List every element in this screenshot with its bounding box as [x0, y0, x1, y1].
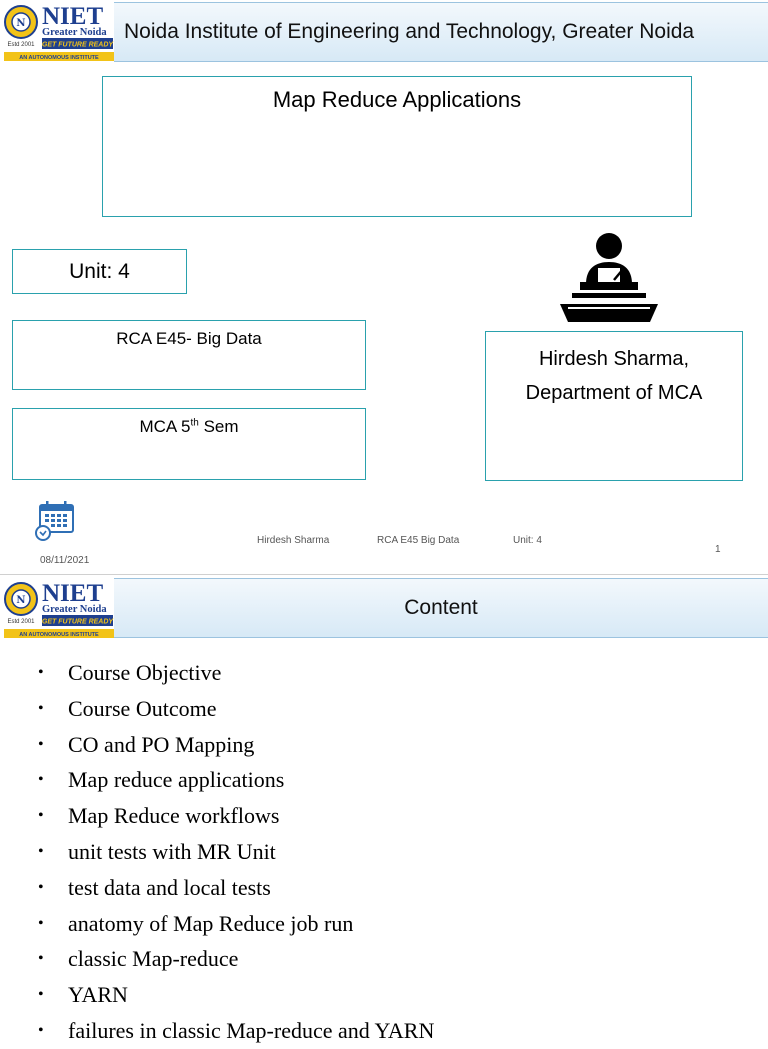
institute-name: Noida Institute of Engineering and Technology, Greater Noida — [124, 20, 695, 43]
bullet: • — [38, 986, 44, 1004]
list-item — [38, 655, 434, 691]
list-item-text: anatomy of Map Reduce job run — [68, 910, 354, 936]
bullet: • — [38, 699, 44, 717]
logo-brand: NIET — [42, 580, 104, 607]
list-item — [38, 727, 434, 763]
list-item — [38, 941, 434, 977]
list-item — [38, 1013, 434, 1049]
list-item-text: test data and local tests — [68, 874, 271, 900]
content-title: Content — [404, 596, 478, 619]
list-item-text: Course Outcome — [68, 695, 217, 721]
list-item-text: classic Map-reduce — [68, 946, 239, 972]
bullet: • — [38, 842, 44, 860]
semester-box — [12, 408, 366, 480]
list-item-text: failures in classic Map-reduce and YARN — [68, 1017, 435, 1043]
list-item — [38, 906, 434, 942]
logo-subtitle: AN AUTONOMOUS INSTITUTE — [19, 632, 99, 638]
semester-prefix: MCA 5 — [139, 417, 191, 436]
list-item — [38, 691, 434, 727]
speaker-podium-icon — [558, 232, 660, 328]
list-item — [38, 977, 434, 1013]
bullet: • — [38, 914, 44, 932]
list-item-text: YARN — [68, 982, 128, 1008]
logo-tagline: GET FUTURE READY — [41, 618, 114, 626]
slide-title: Map Reduce Applications — [272, 87, 522, 112]
title-box — [102, 76, 692, 217]
unit-box — [12, 249, 187, 294]
logo-campus: Greater Noida — [42, 604, 107, 615]
footer-author: Hirdesh Sharma — [257, 535, 330, 546]
niet-logo — [2, 0, 114, 62]
list-item — [38, 870, 434, 906]
list-item-text: Map reduce applications — [68, 767, 285, 793]
faculty-name: Hirdesh Sharma, — [538, 348, 690, 370]
faculty-info — [486, 342, 742, 410]
header-bar — [114, 2, 768, 62]
bullet: • — [38, 1021, 44, 1039]
logo-established: Estd 2001 — [7, 619, 35, 625]
niet-logo — [2, 577, 114, 639]
list-item-text: Course Objective — [68, 660, 222, 685]
calendar-icon — [34, 500, 76, 542]
bullet: • — [38, 664, 44, 681]
list-item-text: Map Reduce workflows — [68, 803, 280, 829]
list-item — [38, 762, 434, 798]
semester-suffix: Sem — [198, 417, 239, 436]
svg-text:N: N — [16, 18, 26, 29]
footer-page-number: 1 — [715, 544, 721, 555]
semester-sup: th — [190, 417, 199, 429]
bullet: • — [38, 878, 44, 896]
footer-subject: RCA E45 Big Data — [377, 535, 460, 546]
list-item-text: CO and PO Mapping — [68, 731, 255, 757]
slide-2 — [0, 575, 768, 1043]
faculty-department: Department of MCA — [525, 382, 703, 404]
unit-label: Unit: 4 — [69, 259, 130, 283]
footer-unit: Unit: 4 — [513, 535, 542, 546]
content-list — [38, 655, 434, 1049]
list-item — [38, 798, 434, 834]
header-bar — [114, 578, 768, 638]
subject-label: RCA E45- Big Data — [116, 329, 262, 348]
list-item — [38, 834, 434, 870]
semester-label — [13, 417, 365, 437]
bullet: • — [38, 807, 44, 825]
logo-subtitle: AN AUTONOMOUS INSTITUTE — [19, 55, 99, 61]
faculty-box — [485, 331, 743, 481]
svg-text:N: N — [16, 595, 26, 606]
bullet: • — [38, 950, 44, 968]
bullet: • — [38, 735, 44, 753]
footer-date: 08/11/2021 — [40, 555, 90, 566]
logo-established: Estd 2001 — [7, 42, 35, 48]
logo-brand: NIET — [42, 3, 104, 30]
logo-tagline: GET FUTURE READY — [41, 41, 114, 49]
list-item-text: unit tests with MR Unit — [68, 838, 276, 864]
subject-box — [12, 320, 366, 390]
logo-campus: Greater Noida — [42, 27, 107, 38]
bullet: • — [38, 771, 44, 789]
